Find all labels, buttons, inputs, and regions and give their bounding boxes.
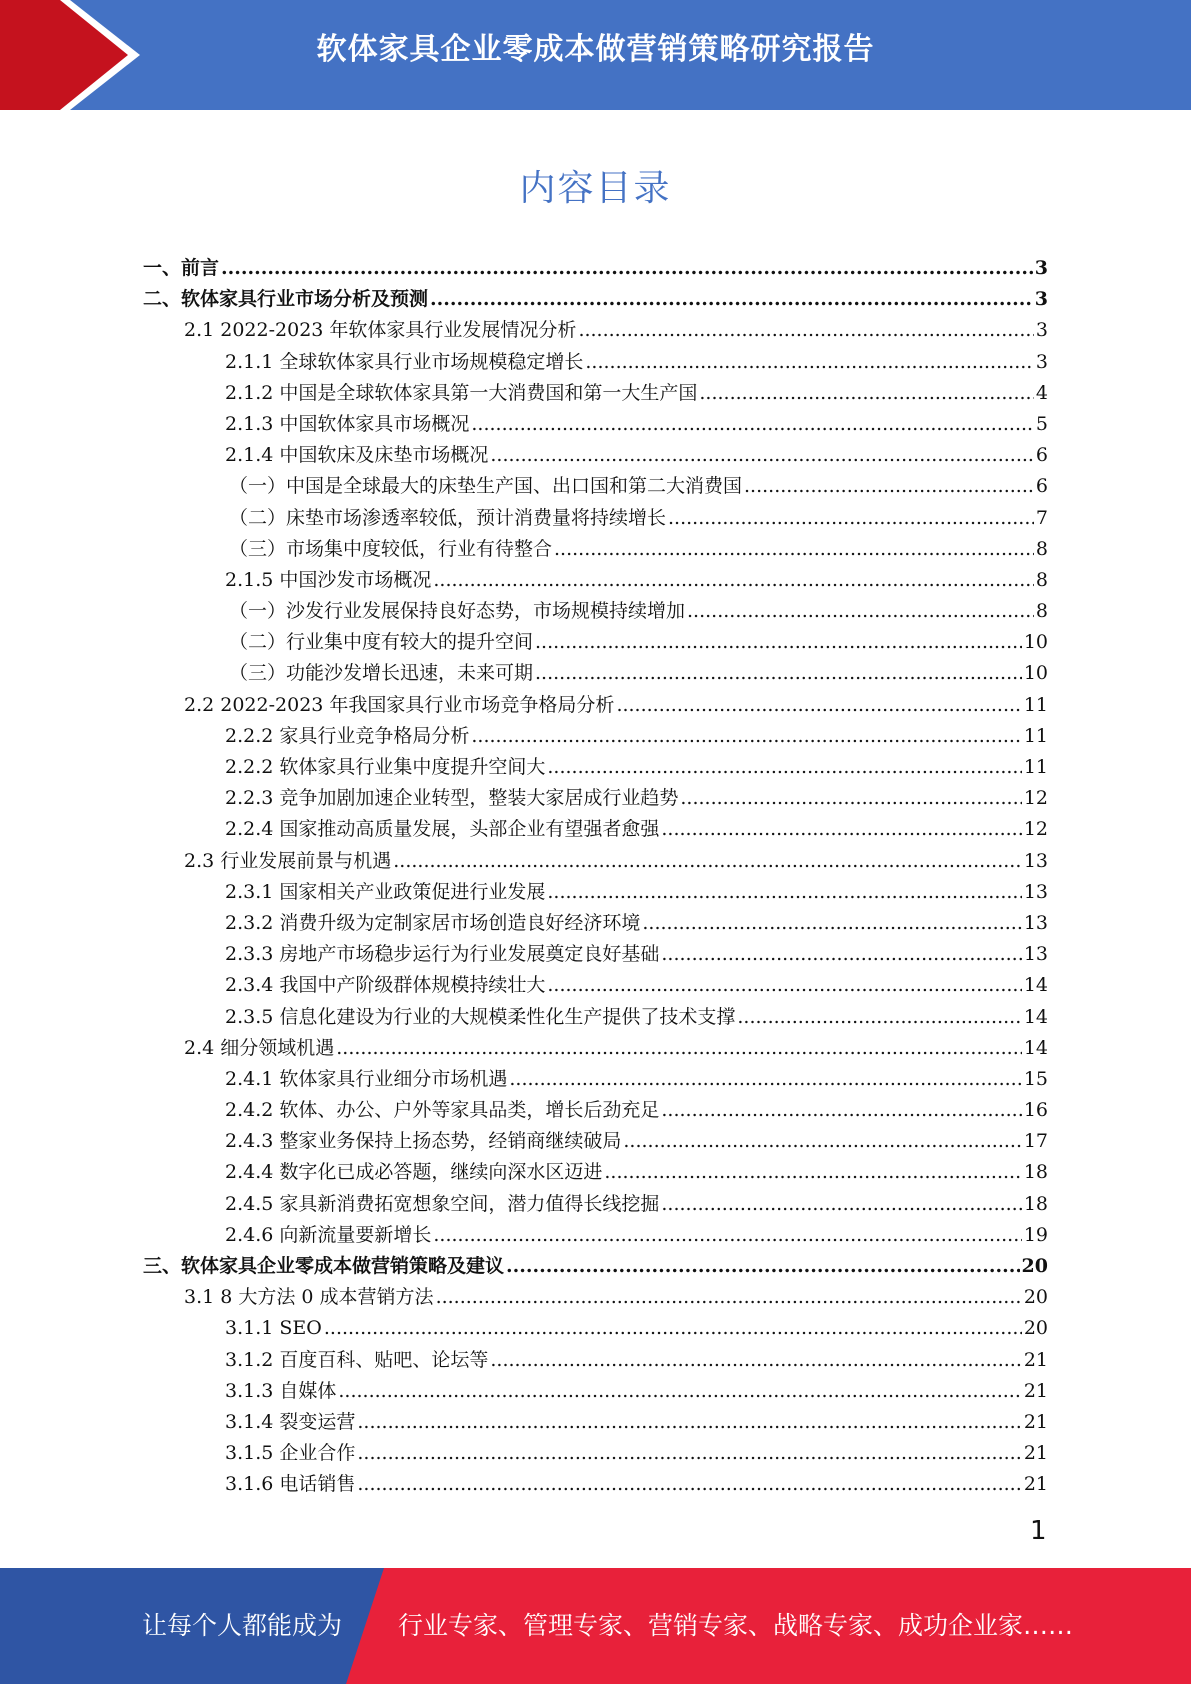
toc-entry-page: 5 [1035,412,1048,435]
toc-entry-page: 3 [1035,350,1048,373]
toc-entry[interactable] [225,721,1048,752]
toc-entry-page: 11 [1023,724,1048,747]
toc-entry-page: 13 [1023,880,1048,903]
toc-entry-label: 2.3.4 我国中产阶级群体规模持续壮大 [225,974,546,997]
toc-entry[interactable] [229,503,1048,534]
toc-entry-label: 一、前言 [143,257,220,279]
toc-entry-label: 2.3 行业发展前景与机遇 [184,849,392,872]
toc-dot-leader [668,503,1034,534]
toc-entry-page: 6 [1035,475,1048,498]
toc-entry-label: 3.1.3 自媒体 [225,1379,337,1402]
toc-entry-page: 13 [1023,911,1048,934]
toc-entry[interactable] [225,908,1048,939]
toc-dot-leader [324,1313,1022,1344]
toc-entry-page: 15 [1023,1067,1048,1090]
toc-entry-label: 三、软体家具企业零成本做营销策略及建议 [143,1255,505,1277]
toc-entry-page: 21 [1023,1473,1048,1496]
toc-entry[interactable] [225,783,1048,814]
toc-entry-page: 21 [1023,1442,1048,1465]
toc-entry[interactable] [229,596,1048,627]
toc-entry-label: 2.4.2 软体、办公、户外等家具品类，增长后劲充足 [225,1099,660,1122]
toc-entry-label: 3.1.5 企业合作 [225,1442,356,1465]
toc-entry-page: 8 [1035,537,1048,560]
toc-dot-leader [578,315,1033,346]
toc-entry-page: 3 [1034,288,1048,311]
toc-entry[interactable] [225,409,1048,440]
toc-entry-label: 2.3.5 信息化建设为行业的大规模柔性化生产提供了技术支撑 [225,1005,736,1028]
table-of-contents [0,253,1191,1501]
toc-entry[interactable] [225,814,1048,845]
toc-entry-page: 6 [1035,444,1048,467]
toc-entry[interactable] [225,1095,1048,1126]
toc-dot-leader [430,284,1033,315]
toc-entry-label: 2.1.5 中国沙发市场概况 [225,568,432,591]
toc-entry-label: 2.2 2022-2023 年我国家具行业市场竞争格局分析 [184,693,615,716]
toc-dot-leader [661,814,1021,845]
toc-entry-page: 4 [1035,381,1048,404]
toc-entry-label: 2.2.2 软体家具行业集中度提升空间大 [225,756,546,778]
toc-dot-leader [357,1438,1021,1469]
toc-dot-leader [687,596,1034,627]
toc-entry-page: 12 [1023,818,1048,841]
report-title: 软体家具企业零成本做营销策略研究报告 [316,32,875,67]
toc-entry[interactable] [143,284,1048,315]
toc-entry-label: （一）中国是全球最大的床垫生产国、出口国和第二大消费国 [229,475,743,498]
toc-dot-leader [585,347,1034,378]
toc-entry[interactable] [229,658,1048,689]
toc-entry-label: （二）行业集中度有较大的提升空间 [229,631,534,654]
toc-dot-leader [393,846,1022,877]
toc-entry-page: 13 [1023,943,1048,966]
toc-entry-page: 14 [1023,1036,1048,1059]
toc-entry-label: 2.3.2 消费升级为定制家居市场创造良好经济环境 [225,911,641,934]
toc-dot-leader [623,1126,1021,1157]
toc-dot-leader [661,1189,1021,1220]
toc-dot-leader [737,1002,1021,1033]
toc-dot-leader [547,752,1021,783]
toc-entry-label: 2.2.2 家具行业竞争格局分析 [225,724,470,747]
footer-slogan-left: 让每个人都能成为 [142,1611,343,1640]
toc-entry-label: 2.2.4 国家推动高质量发展，头部企业有望强者愈强 [225,818,660,841]
toc-entry[interactable] [225,1313,1048,1344]
toc-entry-label: 3.1.6 电话销售 [225,1473,356,1496]
toc-entry-label: 3.1.1 SEO [225,1317,322,1340]
toc-entry-label: 2.4.5 家具新消费拓宽想象空间，潜力值得长线挖掘 [225,1192,660,1215]
toc-entry[interactable] [225,1345,1048,1376]
toc-entry[interactable] [225,1407,1048,1438]
toc-entry-label: 2.4.4 数字化已成必答题，继续向深水区迈进 [225,1161,603,1184]
toc-entry-page: 12 [1023,787,1048,810]
toc-entry-page: 18 [1023,1161,1048,1184]
toc-entry-label: 2.3.3 房地产市场稳步运行为行业发展奠定良好基础 [225,943,660,966]
toc-dot-leader [661,1095,1021,1126]
toc-entry[interactable] [225,347,1048,378]
toc-entry-label: 2.1.1 全球软体家具行业市场规模稳定增长 [225,350,584,373]
toc-entry[interactable] [225,1002,1048,1033]
toc-entry[interactable] [225,1189,1048,1220]
toc-dot-leader [680,783,1021,814]
toc-entry-label: 3.1 8 大方法 0 成本营销方法 [184,1286,434,1309]
toc-dot-leader [547,877,1021,908]
toc-dot-leader [535,627,1022,658]
toc-entry[interactable] [225,440,1048,471]
toc-dot-leader [554,534,1034,565]
toc-entry[interactable] [184,690,1048,721]
toc-entry-page: 10 [1023,631,1048,654]
toc-entry-label: 2.2.3 竞争加剧加速企业转型，整装大家居成行业趋势 [225,787,679,810]
toc-entry-page: 11 [1023,756,1048,778]
toc-dot-leader [744,471,1034,502]
toc-entry[interactable] [184,1033,1048,1064]
toc-entry[interactable] [143,253,1048,284]
toc-dot-leader [642,908,1021,939]
toc-dot-leader [490,440,1034,471]
toc-entry[interactable] [229,534,1048,565]
toc-entry[interactable] [225,1438,1048,1469]
toc-entry-label: （三）功能沙发增长迅速，未来可期 [229,662,534,685]
toc-dot-leader [433,565,1034,596]
toc-entry-page: 7 [1035,506,1048,529]
footer-band [0,1568,1191,1684]
toc-entry-page: 11 [1023,693,1048,716]
toc-dot-leader [535,658,1022,689]
toc-entry[interactable] [229,627,1048,658]
toc-dot-leader [661,939,1021,970]
toc-entry-page: 20 [1023,1317,1048,1340]
toc-entry-page: 13 [1023,849,1048,872]
toc-dot-leader [490,1345,1021,1376]
toc-dot-leader [616,690,1021,721]
toc-dot-leader [357,1469,1021,1500]
toc-dot-leader [604,1157,1021,1188]
toc-dot-leader [357,1407,1021,1438]
toc-entry-page: 19 [1023,1223,1048,1246]
toc-entry[interactable] [225,378,1048,409]
toc-entry-label: 2.4 细分领域机遇 [184,1036,335,1059]
toc-dot-leader [221,253,1033,284]
toc-dot-leader [338,1376,1021,1407]
toc-dot-leader [699,378,1034,409]
toc-entry-label: 2.1.4 中国软床及床垫市场概况 [225,444,489,467]
toc-entry-label: 2.3.1 国家相关产业政策促进行业发展 [225,880,546,903]
toc-entry-page: 10 [1023,662,1048,685]
toc-entry[interactable] [225,877,1048,908]
toc-entry-label: （三）市场集中度较低，行业有待整合 [229,537,553,560]
footer-slogan-right: 行业专家、管理专家、营销专家、战略专家、成功企业家…… [398,1611,1074,1640]
header-band [0,0,1191,110]
toc-entry-label: 2.4.3 整家业务保持上扬态势，经销商继续破局 [225,1130,622,1153]
toc-dot-leader [509,1064,1021,1095]
toc-entry[interactable] [225,565,1048,596]
toc-entry[interactable] [225,939,1048,970]
toc-dot-leader [471,409,1034,440]
toc-heading: 内容目录 [519,168,672,209]
toc-entry-page: 17 [1023,1130,1048,1153]
toc-entry-page: 8 [1035,600,1048,623]
toc-entry-page: 8 [1035,568,1048,591]
toc-dot-leader [471,721,1021,752]
toc-dot-leader [506,1251,1020,1282]
toc-entry[interactable] [225,970,1048,1001]
toc-entry[interactable] [225,1126,1048,1157]
toc-dot-leader [433,1220,1021,1251]
toc-entry-page: 21 [1023,1348,1048,1371]
toc-entry[interactable] [225,1064,1048,1095]
toc-entry-page: 21 [1023,1379,1048,1402]
toc-entry-page: 14 [1023,1005,1048,1028]
toc-entry-page: 20 [1023,1286,1048,1309]
toc-entry[interactable] [225,1376,1048,1407]
toc-entry[interactable] [229,471,1048,502]
toc-entry-page: 20 [1021,1255,1048,1277]
toc-entry[interactable] [143,1251,1048,1282]
toc-dot-leader [336,1033,1022,1064]
toc-entry-page: 3 [1034,257,1048,279]
toc-entry-label: 2.4.6 向新流量要新增长 [225,1223,432,1246]
toc-entry-page: 16 [1023,1099,1048,1122]
toc-dot-leader [436,1282,1022,1313]
toc-entry[interactable] [225,1469,1048,1500]
toc-entry-page: 3 [1035,319,1048,342]
toc-entry-page: 18 [1023,1192,1048,1215]
toc-entry-label: 2.1.3 中国软体家具市场概况 [225,412,470,435]
toc-entry-label: 2.1 2022-2023 年软体家具行业发展情况分析 [184,319,577,342]
toc-entry[interactable] [225,1157,1048,1188]
toc-entry-label: 二、软体家具行业市场分析及预测 [143,288,429,311]
page-number: 1 [1030,1516,1047,1546]
toc-entry-label: （二）床垫市场渗透率较低，预计消费量将持续增长 [229,506,667,529]
toc-entry-label: 3.1.4 裂变运营 [225,1410,356,1433]
toc-entry-label: （一）沙发行业发展保持良好态势，市场规模持续增加 [229,600,686,623]
toc-entry-label: 2.1.2 中国是全球软体家具第一大消费国和第一大生产国 [225,381,698,404]
toc-dot-leader [547,970,1021,1001]
toc-entry[interactable] [184,315,1048,346]
toc-entry-page: 14 [1023,974,1048,997]
toc-entry[interactable] [225,1220,1048,1251]
toc-entry-page: 21 [1023,1410,1048,1433]
toc-entry[interactable] [225,752,1048,783]
toc-entry-label: 2.4.1 软体家具行业细分市场机遇 [225,1067,508,1090]
toc-entry[interactable] [184,846,1048,877]
toc-entry-label: 3.1.2 百度百科、贴吧、论坛等 [225,1348,489,1371]
toc-entry[interactable] [184,1282,1048,1313]
